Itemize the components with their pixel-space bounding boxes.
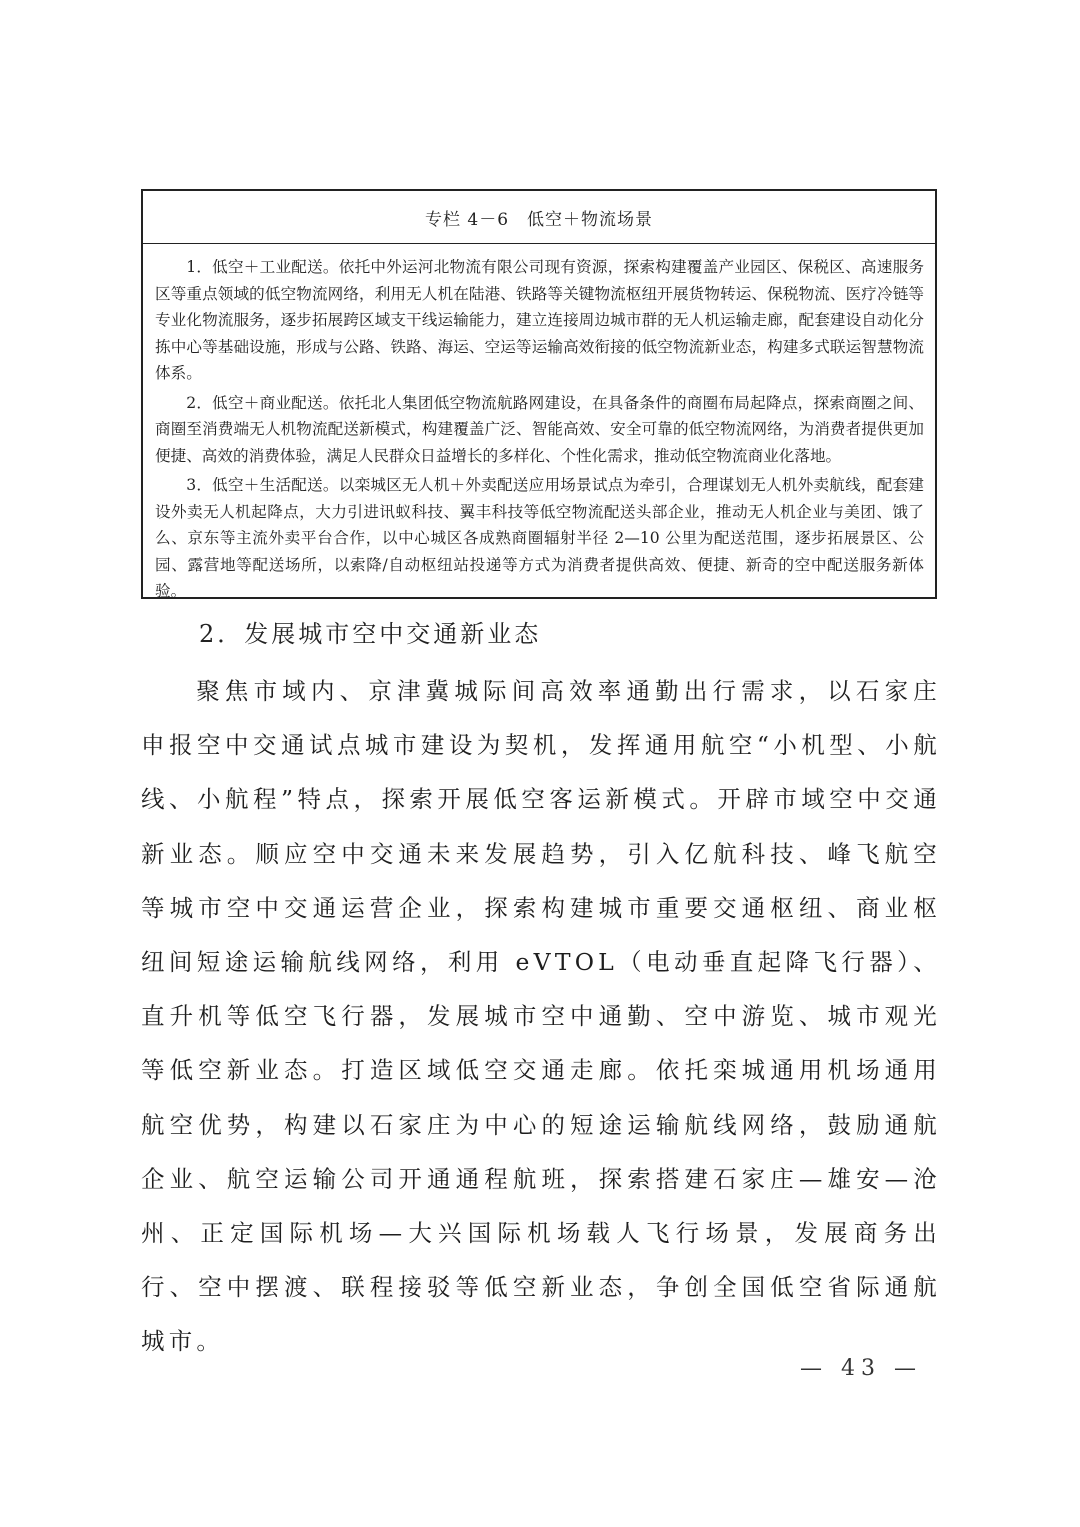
section-body-paragraph: 聚焦市域内、京津冀城际间高效率通勤出行需求，以石家庄申报空中交通试点城市建设为契机，发挥通用航空“小机型、小航线、小航程”特点，探索开展低空客运新模式。开辟市域空中交通新业态。顺应空中交通未来发展趋势，引入亿航科技、峰飞航空等城市空中交通运营企业，探索构建城市重要交通枢纽、商业枢纽间短途运输航线网络，利用 eVTOL（电动垂直起降飞行器）、直升机等低空飞行器，发展城市空中通勤、空中游览、城市观光等低空新业态。打造区域低空交通走廊。依托栾城通用机场通用航空优势，构建以石家庄为中心的短途运输航线网络，鼓励通航企业、航空运输公司开通通程航班，探索搭建石家庄—雄安—沧州、正定国际机场—大兴国际机场载人飞行场景，发展商务出行、空中摆渡、联程接驳等低空新业态，争创全国低空省际通航城市。: [141, 677, 941, 1356]
sidebar-paragraph-industrial: 1．低空＋工业配送。依托中外运河北物流有限公司现有资源，探索构建覆盖产业园区、保税区、高速服务区等重点领域的低空物流网络，利用无人机在陆港、铁路等关键物流枢纽开展货物转运、保税物流、医疗冷链等专业化物流服务，逐步拓展跨区域支干线运输能力，建立连接周边城市群的无人机运输走廊，配套建设自动化分拣中心等基础设施，形成与公路、铁路、海运、空运等运输高效衔接的低空物流新业态，构建多式联运智慧物流体系。: [155, 258, 924, 382]
sidebar-title: 专栏 4－6 低空＋物流场景: [143, 191, 935, 244]
page-number: — 43 —: [800, 1356, 922, 1381]
section-heading: 2．发展城市空中交通新业态: [199, 620, 542, 648]
sidebar-paragraph-living: 3．低空＋生活配送。以栾城区无人机＋外卖配送应用场景试点为牵引，合理谋划无人机外卖航线，配套建设外卖无人机起降点，大力引进讯蚁科技、翼丰科技等低空物流配送头部企业，推动无人机企业与美团、饿了么、京东等主流外卖平台合作，以中心城区各成熟商圈辐射半径 2—10 公里为配送范围，逐步拓展景区、公园、露营地等配送场所，以索降/自动枢纽站投递等方式为消费者提供高效、便捷、新奇的空中配送服务新体验。: [155, 476, 924, 600]
sidebar-paragraph-commercial: 2．低空＋商业配送。依托北人集团低空物流航路网建设，在具备条件的商圈布局起降点，探索商圈之间、商圈至消费端无人机物流配送新模式，构建覆盖广泛、智能高效、安全可靠的低空物流网络，为消费者提供更加便捷、高效的消费体验，满足人民群众日益增长的多样化、个性化需求，推动低空物流商业化落地。: [155, 393, 924, 465]
sidebar-box: [141, 189, 937, 599]
sidebar-body: [143, 244, 935, 616]
